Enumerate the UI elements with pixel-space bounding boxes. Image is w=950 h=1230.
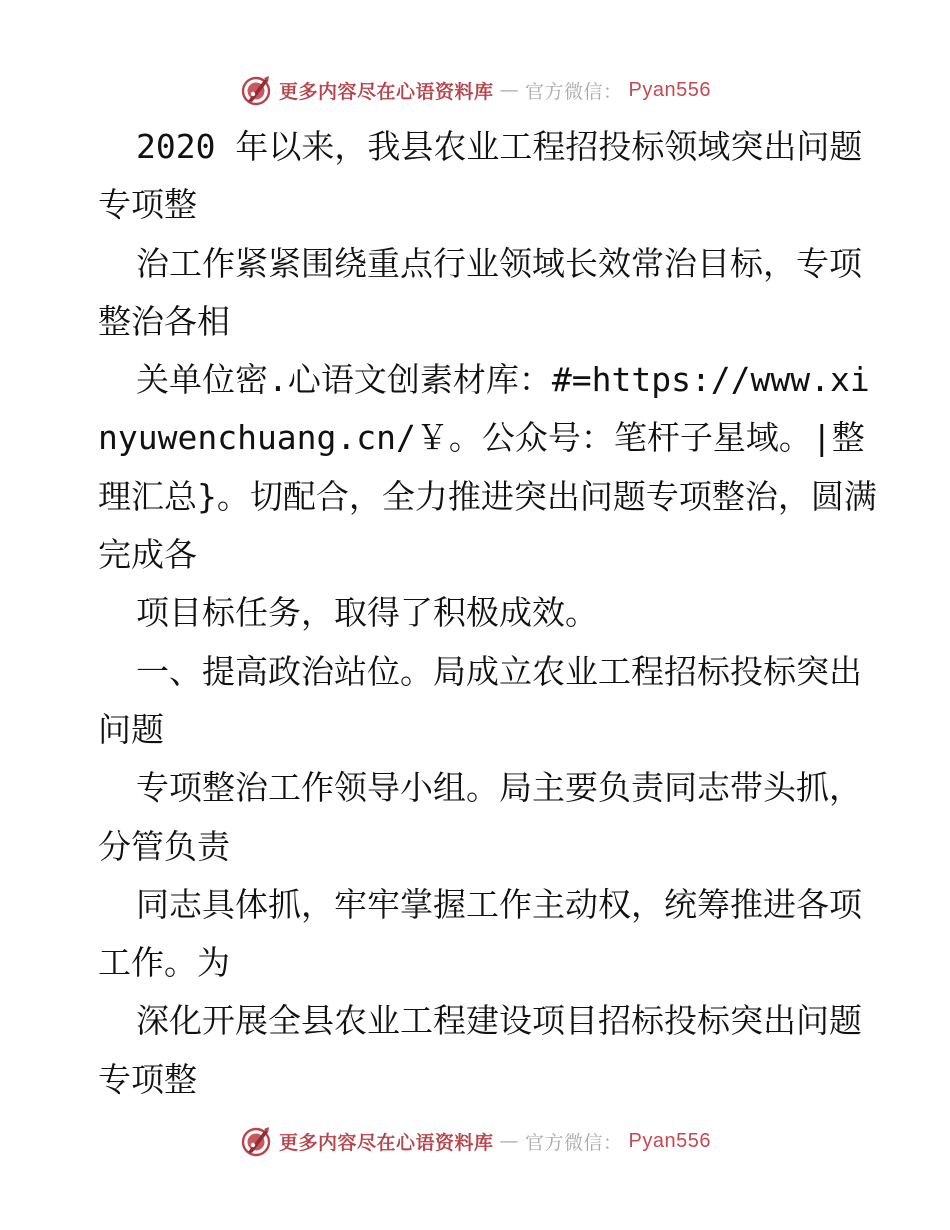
paragraph-8: 深化开展全县农业工程建设项目招标投标突出问题专项整 <box>98 1001 862 1099</box>
paragraph-1: 2020 年以来，我县农业工程招投标领域突出问题专项整 <box>98 127 863 225</box>
paragraph-3: 关单位密.心语文创素材库：#=https://www.xinyuwenchuang.cn/￥。公众号：笔杆子星域。|整理汇总}。切配合，全力推进突出问题专项整治，圆满完成各 <box>98 360 877 575</box>
footer-separator: — <box>499 1130 520 1152</box>
paragraph-7: 同志具体抓，牢牢掌握工作主动权，统筹推进各项工作。为 <box>98 884 862 983</box>
header-wechat-id: Pyan556 <box>628 78 711 101</box>
header-separator: — <box>499 79 520 101</box>
document-body <box>98 118 878 1109</box>
header-banner <box>0 70 950 110</box>
footer-wechat-label: 官方微信： <box>525 1131 623 1154</box>
paragraph-4: 项目标任务，取得了积极成效。 <box>136 593 598 633</box>
header-banner-content <box>239 73 711 107</box>
footer-banner-content <box>239 1124 711 1158</box>
quill-seal-icon <box>239 73 273 107</box>
footer-site-name: 更多内容尽在心语资料库 <box>279 1131 494 1154</box>
footer-banner <box>0 1121 950 1161</box>
header-site-name: 更多内容尽在心语资料库 <box>279 80 494 103</box>
quill-seal-icon <box>239 1124 273 1158</box>
header-wechat-label: 官方微信： <box>525 80 623 103</box>
footer-wechat-id: Pyan556 <box>628 1129 711 1152</box>
paragraph-2: 治工作紧紧围绕重点行业领域长效常治目标，专项整治各相 <box>98 243 862 341</box>
paragraph-6: 专项整治工作领导小组。局主要负责同志带头抓，分管负责 <box>98 768 862 866</box>
paragraph-5: 一、提高政治站位。局成立农业工程招标投标突出问题 <box>98 651 862 749</box>
